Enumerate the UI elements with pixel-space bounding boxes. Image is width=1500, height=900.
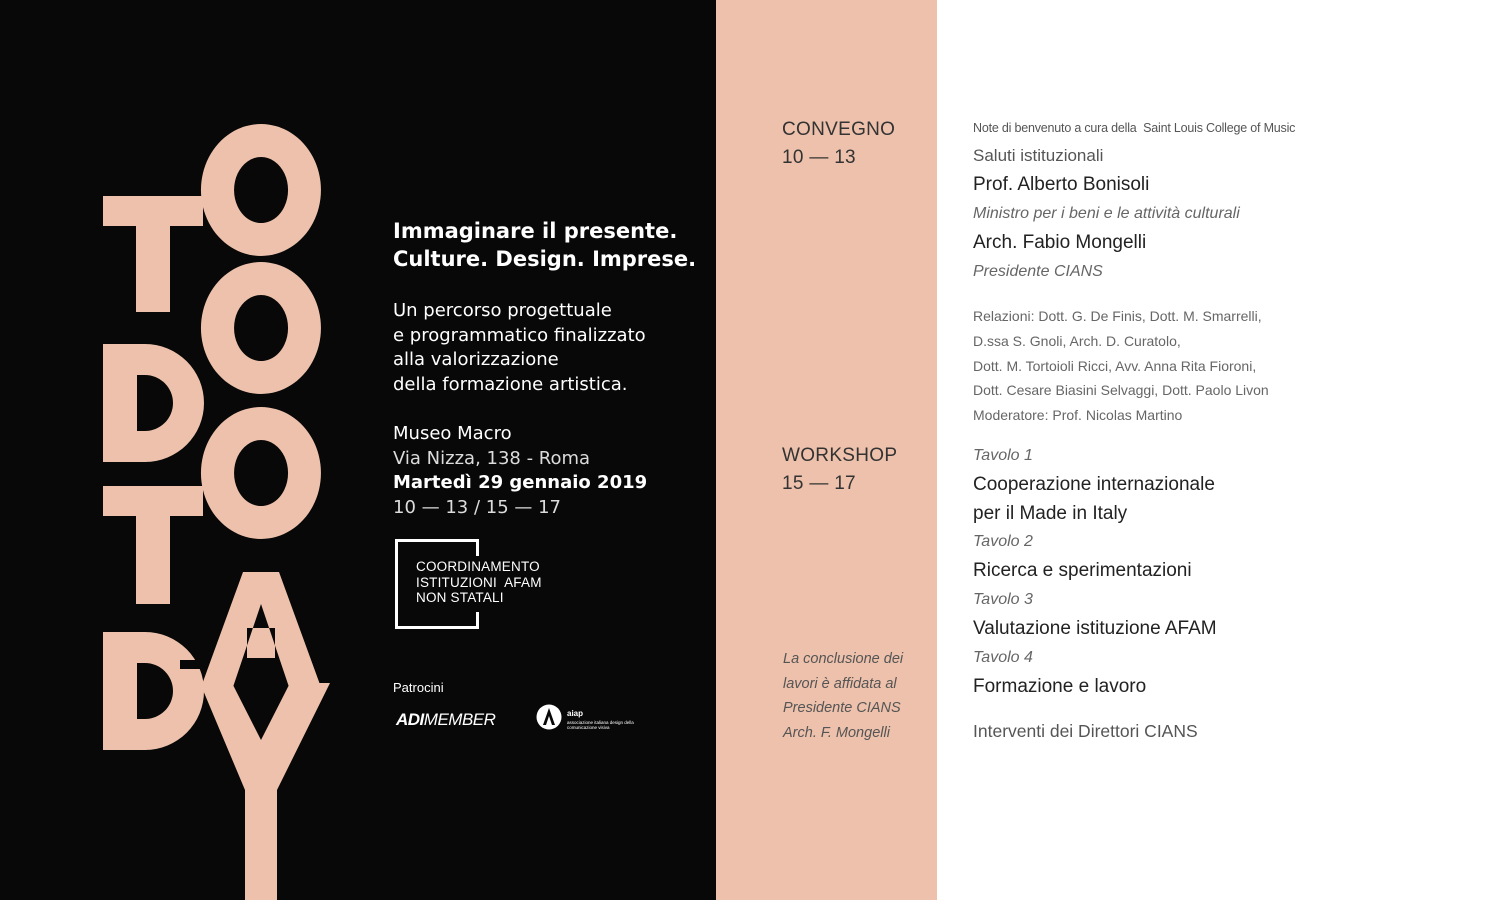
speaker-2-name: Arch. Fabio Mongelli [973, 232, 1147, 253]
logo-letter-t1-stem [136, 226, 170, 312]
adi-logo-part2: MEMBER [423, 710, 496, 729]
logo-letter-a [200, 572, 322, 690]
headline-line-1: Immaginare il presente. [393, 219, 678, 243]
relazioni-line-1: Relazioni: Dott. G. De Finis, Dott. M. Smarrelli, [973, 308, 1262, 324]
aiap-logo-subtitle: associazione italiana design della comunicazione visiva [567, 720, 634, 730]
logo-letter-d2 [103, 632, 204, 750]
workshop-time: 15 — 17 [782, 473, 856, 494]
welcome-note: Note di benvenuto a cura della Saint Louis College of Music [973, 121, 1296, 135]
convegno-time: 10 — 13 [782, 147, 856, 168]
tavolo-2-label: Tavolo 2 [973, 533, 1033, 550]
venue-date: Martedì 29 gennaio 2019 [393, 472, 648, 493]
conclusion-line-4: Arch. F. Mongelli [783, 724, 890, 741]
adi-logo-part1: ADI [396, 710, 424, 729]
conclusion-note [783, 647, 923, 745]
coordinamento-line-3: NON STATALI [416, 590, 504, 605]
tavolo-3-title: Valutazione istituzione AFAM [973, 618, 1217, 639]
coordinamento-logo-text [416, 559, 542, 606]
patrocini-label: Patrocini [393, 680, 444, 695]
logo-letter-d1 [103, 344, 204, 462]
coordinamento-line-1: COORDINAMENTO [416, 559, 540, 574]
tavolo-2-title: Ricerca e sperimentazioni [973, 560, 1192, 581]
speaker-2-role: Presidente CIANS [973, 263, 1103, 280]
tavolo-1-title-line-1: Cooperazione internazionale [973, 474, 1215, 495]
tavolo-4-label: Tavolo 4 [973, 649, 1033, 666]
aiap-logo-name: aiap [567, 709, 584, 718]
speaker-1-role: Ministro per i beni e le attività culturali [973, 205, 1240, 222]
logo-letter-t1 [103, 196, 203, 226]
relazioni-line-4: Dott. Cesare Biasini Selvaggi, Dott. Paolo Livon [973, 382, 1269, 399]
interventi-direttori: Interventi dei Direttori CIANS [973, 721, 1198, 741]
headline [393, 217, 696, 273]
conclusion-line-2: lavori è affidata al [783, 675, 897, 692]
convegno-label: CONVEGNO [782, 119, 896, 140]
description-line-2: e programmatico finalizzato [393, 324, 646, 346]
description-line-1: Un percorso progettuale [393, 300, 612, 321]
tavolo-1-label: Tavolo 1 [973, 447, 1033, 464]
logo-letter-t2-stem [136, 516, 170, 604]
tavolo-1-title [973, 470, 1215, 528]
moderatore-line: Moderatore: Prof. Nicolas Martino [973, 407, 1183, 424]
description [393, 299, 646, 397]
tavolo-1-title-line-2: per il Made in Italy [973, 503, 1128, 524]
description-line-3: alla valorizzazione [393, 349, 559, 370]
venue-block [393, 422, 647, 520]
venue-hours: 10 — 13 / 15 — 17 [393, 496, 562, 518]
headline-line-2: Culture. Design. Imprese. [393, 247, 697, 271]
workshop-block [782, 442, 897, 498]
speaker-1-name: Prof. Alberto Bonisoli [973, 174, 1150, 195]
conclusion-line-3: Presidente CIANS [783, 700, 901, 716]
logo-letter-o2 [201, 262, 321, 394]
coordinamento-line-2: ISTITUZIONI AFAM [416, 574, 542, 590]
logo-letter-y [200, 683, 330, 900]
venue-name: Museo Macro [393, 423, 512, 444]
logo-letter-o1 [201, 124, 321, 256]
tavolo-3-label: Tavolo 3 [973, 591, 1033, 608]
tavolo-4-title: Formazione e lavoro [973, 676, 1147, 697]
logo-letter-t2 [103, 486, 203, 516]
adi-member-logo [396, 710, 495, 730]
description-line-4: della formazione artistica. [393, 373, 628, 395]
conclusion-line-1: La conclusione dei [783, 651, 904, 667]
relazioni-line-3: Dott. M. Tortoioli Ricci, Avv. Anna Rita Fioroni, [973, 357, 1257, 374]
saluti-heading: Saluti istituzionali [973, 146, 1104, 165]
convegno-block [782, 116, 895, 172]
venue-address: Via Nizza, 138 - Roma [393, 447, 591, 469]
relazioni-block [973, 304, 1269, 428]
logo-letter-o3 [201, 407, 321, 539]
workshop-label: WORKSHOP [782, 445, 898, 466]
relazioni-line-2: D.ssa S. Gnoli, Arch. D. Curatolo, [973, 332, 1181, 349]
